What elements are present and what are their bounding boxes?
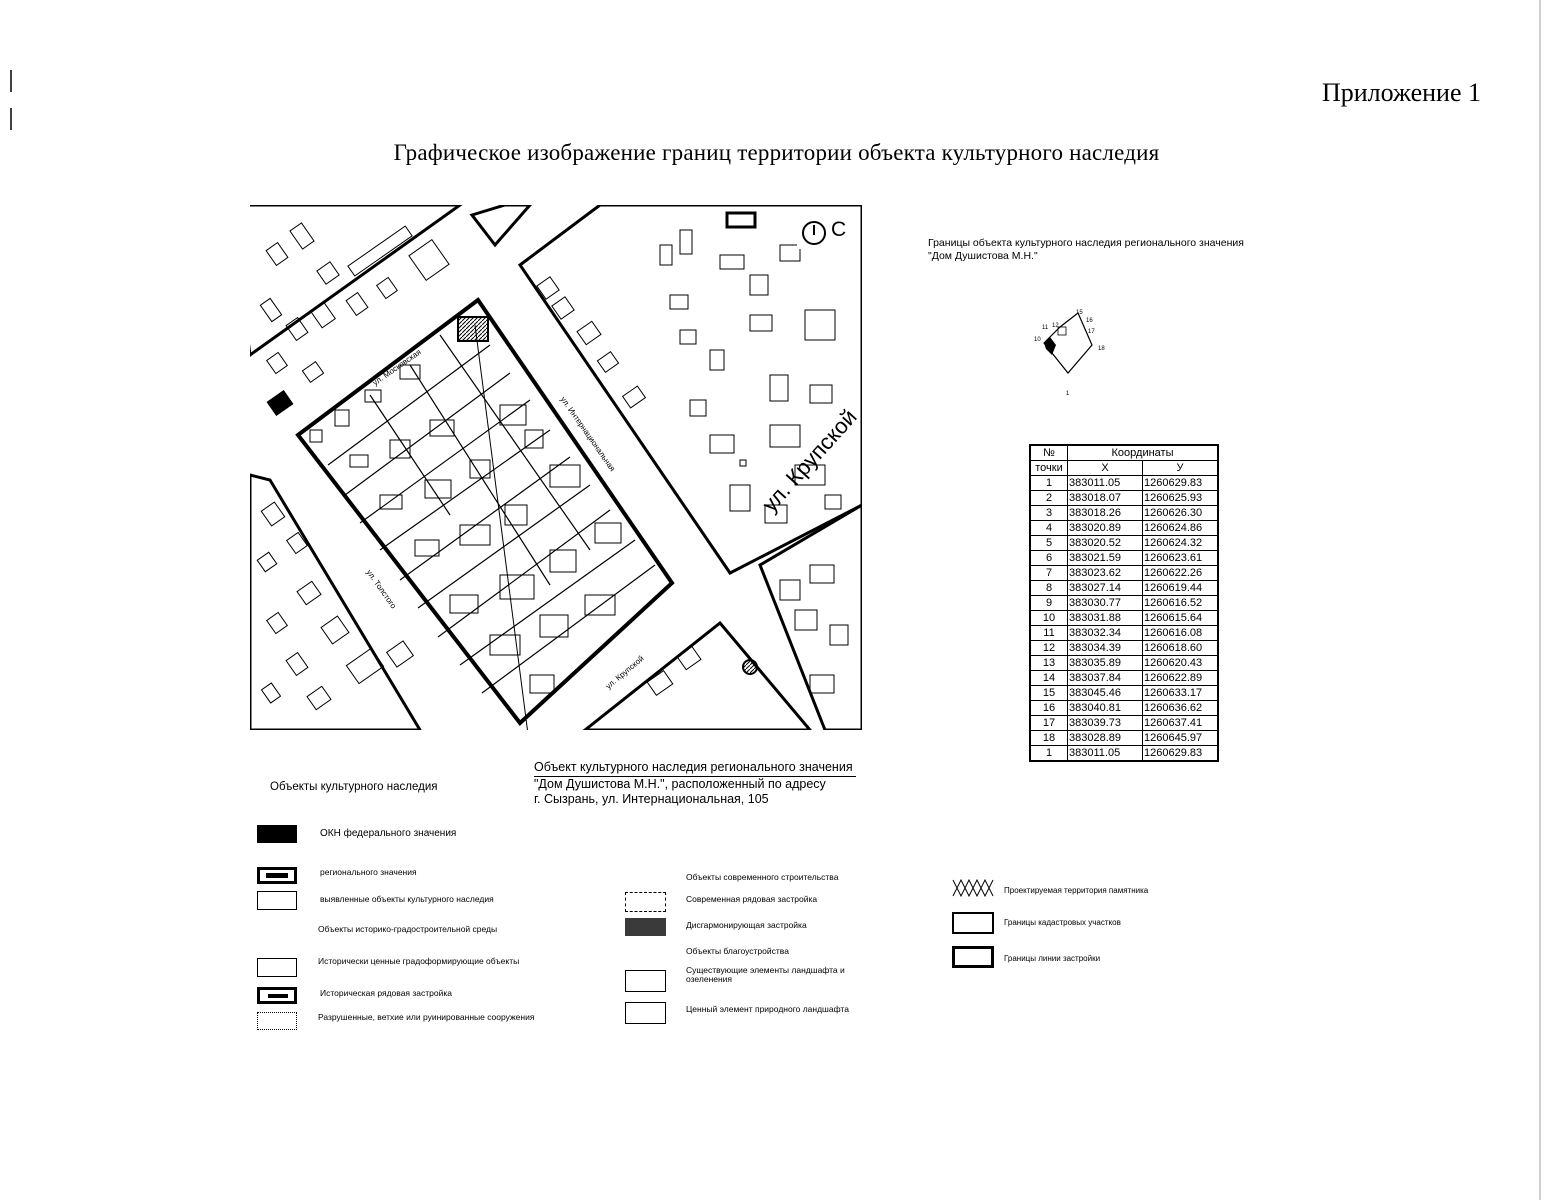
cell-y: 1260620.43 bbox=[1143, 656, 1219, 671]
cell-y: 1260636.62 bbox=[1143, 701, 1219, 716]
cell-y: 1260633.17 bbox=[1143, 686, 1219, 701]
legend-swatch-modern-row bbox=[625, 892, 666, 912]
cell-n: 6 bbox=[1030, 551, 1068, 566]
scan-right-edge bbox=[1539, 0, 1541, 1200]
table-row bbox=[1030, 716, 1218, 731]
street-label-krupskoy-small: ул. Крупской bbox=[604, 653, 646, 691]
table-row bbox=[1030, 626, 1218, 641]
cell-x: 383027.14 bbox=[1068, 581, 1143, 596]
table-row bbox=[1030, 566, 1218, 581]
cell-y: 1260623.61 bbox=[1143, 551, 1219, 566]
mini-label-18: 18 bbox=[1098, 346, 1105, 352]
scan-edge-marks bbox=[10, 70, 12, 130]
legend-existing-landscape: Существующие элементы ландшафта и озеленения bbox=[686, 965, 845, 984]
cell-y: 1260629.83 bbox=[1143, 476, 1219, 491]
legend-valuable: Исторически ценные градоформирующие объекты bbox=[318, 956, 520, 966]
heritage-object bbox=[458, 317, 488, 341]
mini-label-10: 10 bbox=[1034, 337, 1041, 343]
table-row bbox=[1030, 686, 1218, 701]
cell-n: 8 bbox=[1030, 581, 1068, 596]
cell-x: 383018.26 bbox=[1068, 506, 1143, 521]
cell-y: 1260622.26 bbox=[1143, 566, 1219, 581]
header-x: X bbox=[1068, 461, 1143, 476]
street-label-tolstogo: ул. Толстого bbox=[364, 568, 399, 611]
cell-y: 1260616.52 bbox=[1143, 596, 1219, 611]
cell-x: 383031.88 bbox=[1068, 611, 1143, 626]
table-row bbox=[1030, 491, 1218, 506]
object-note bbox=[534, 760, 864, 807]
cell-x: 383040.81 bbox=[1068, 701, 1143, 716]
legend-landscaping-heading: Объекты благоустройства bbox=[686, 946, 789, 956]
cell-n: 2 bbox=[1030, 491, 1068, 506]
cell-x: 383039.73 bbox=[1068, 716, 1143, 731]
boundary-scheme bbox=[1030, 305, 1115, 400]
cell-y: 1260619.44 bbox=[1143, 581, 1219, 596]
cell-n: 18 bbox=[1030, 731, 1068, 746]
legend-ruined: Разрушенные, ветхие или руинированные сооружения bbox=[318, 1012, 535, 1022]
table-row bbox=[1030, 611, 1218, 626]
mini-label-12: 12 bbox=[1052, 323, 1059, 329]
table-row bbox=[1030, 521, 1218, 536]
cell-n: 4 bbox=[1030, 521, 1068, 536]
cell-x: 383011.05 bbox=[1068, 746, 1143, 762]
cell-y: 1260618.60 bbox=[1143, 641, 1219, 656]
boundary-title-line1: Границы объекта культурного наследия регионального значения bbox=[928, 237, 1244, 249]
legend-valuable-natural: Ценный элемент природного ландшафта bbox=[686, 1004, 849, 1014]
cell-y: 1260625.93 bbox=[1143, 491, 1219, 506]
object-note-line3: г. Сызрань, ул. Интернациональная, 105 bbox=[534, 792, 769, 806]
legend-modern-row: Современная рядовая застройка bbox=[686, 894, 818, 904]
cell-n: 9 bbox=[1030, 596, 1068, 611]
legend-federal: ОКН федерального значения bbox=[320, 828, 457, 839]
mini-label-17: 17 bbox=[1088, 329, 1095, 335]
cell-x: 383037.84 bbox=[1068, 671, 1143, 686]
legend-swatch-projected bbox=[952, 879, 996, 897]
legend-heading: Объекты культурного наследия bbox=[270, 781, 438, 793]
cell-x: 383020.52 bbox=[1068, 536, 1143, 551]
table-row bbox=[1030, 596, 1218, 611]
legend-cadastral: Границы кадастровых участков bbox=[1004, 918, 1121, 927]
mini-label-1: 1 bbox=[1066, 391, 1070, 397]
mini-label-16: 16 bbox=[1086, 318, 1093, 324]
legend-identified: выявленные объекты культурного наследия bbox=[320, 894, 494, 904]
legend-swatch-cadastral bbox=[952, 912, 994, 934]
street-label-internatsionalnaya: ул. Интернациональная bbox=[558, 395, 617, 473]
north-compass bbox=[797, 215, 857, 249]
cell-y: 1260645.97 bbox=[1143, 731, 1219, 746]
compass-arrow-icon bbox=[802, 221, 826, 245]
table-row bbox=[1030, 641, 1218, 656]
cell-y: 1260624.86 bbox=[1143, 521, 1219, 536]
table-row bbox=[1030, 701, 1218, 716]
cell-n: 1 bbox=[1030, 746, 1068, 762]
mini-label-11: 11 bbox=[1042, 325, 1049, 331]
cell-n: 11 bbox=[1030, 626, 1068, 641]
object-note-line1: Объект культурного наследия регионального значения bbox=[534, 760, 856, 777]
legend-swatch-ruined bbox=[257, 1012, 297, 1030]
cell-n: 15 bbox=[1030, 686, 1068, 701]
cadastral-map bbox=[250, 205, 862, 730]
legend-swatch-existing-landscape bbox=[625, 970, 666, 992]
cell-x: 383034.39 bbox=[1068, 641, 1143, 656]
legend-disharmonious: Дисгармонирующая застройка bbox=[686, 920, 807, 930]
cell-x: 383023.62 bbox=[1068, 566, 1143, 581]
cell-x: 383035.89 bbox=[1068, 656, 1143, 671]
legend-modern-heading: Объекты современного строительства bbox=[686, 872, 839, 882]
cell-y: 1260624.32 bbox=[1143, 536, 1219, 551]
table-row bbox=[1030, 746, 1218, 762]
boundary-title bbox=[928, 237, 1328, 263]
cell-y: 1260615.64 bbox=[1143, 611, 1219, 626]
table-row bbox=[1030, 476, 1218, 491]
cell-y: 1260622.89 bbox=[1143, 671, 1219, 686]
appendix-label: Приложение 1 bbox=[1321, 78, 1481, 107]
legend-projected: Проектируемая территория памятника bbox=[1004, 886, 1149, 895]
cell-n: 12 bbox=[1030, 641, 1068, 656]
header-num: № bbox=[1030, 445, 1068, 461]
cell-n: 13 bbox=[1030, 656, 1068, 671]
legend-regional: регионального значения bbox=[320, 867, 417, 877]
cell-n: 10 bbox=[1030, 611, 1068, 626]
cell-n: 3 bbox=[1030, 506, 1068, 521]
legend-swatch-valuable bbox=[257, 958, 297, 977]
legend-swatch-row bbox=[257, 987, 297, 1004]
street-label-moskovskaya: ул. Московская bbox=[371, 347, 423, 388]
legend-swatch-disharmonious bbox=[625, 918, 666, 936]
compass-letter: С bbox=[831, 218, 847, 241]
table-row bbox=[1030, 506, 1218, 521]
cell-n: 14 bbox=[1030, 671, 1068, 686]
cell-x: 383018.07 bbox=[1068, 491, 1143, 506]
legend-swatch-federal bbox=[257, 825, 297, 843]
cell-x: 383045.46 bbox=[1068, 686, 1143, 701]
cell-y: 1260629.83 bbox=[1143, 746, 1219, 762]
cell-x: 383032.34 bbox=[1068, 626, 1143, 641]
page-title: Графическое изображение границ территории объекта культурного наследия bbox=[393, 140, 1160, 165]
cell-n: 17 bbox=[1030, 716, 1068, 731]
table-row bbox=[1030, 731, 1218, 746]
table-row bbox=[1030, 656, 1218, 671]
cell-y: 1260637.41 bbox=[1143, 716, 1219, 731]
legend-hist-env-heading: Объекты историко-градостроительной среды bbox=[318, 924, 498, 934]
cell-x: 383011.05 bbox=[1068, 476, 1143, 491]
cell-n: 5 bbox=[1030, 536, 1068, 551]
header-coords: Координаты bbox=[1068, 445, 1219, 461]
coordinates-body bbox=[1030, 476, 1218, 762]
cell-x: 383021.59 bbox=[1068, 551, 1143, 566]
header-y: У bbox=[1143, 461, 1219, 476]
coordinates-table bbox=[1029, 444, 1219, 762]
table-row bbox=[1030, 671, 1218, 686]
street-label-krupskoy: ул. Крупской bbox=[757, 404, 862, 517]
table-row bbox=[1030, 536, 1218, 551]
cell-n: 7 bbox=[1030, 566, 1068, 581]
central-block bbox=[298, 300, 672, 723]
cell-x: 383020.89 bbox=[1068, 521, 1143, 536]
cell-y: 1260626.30 bbox=[1143, 506, 1219, 521]
legend-swatch-regional bbox=[257, 867, 297, 884]
header-num2: точки bbox=[1030, 461, 1068, 476]
legend-building-line: Границы линии застройки bbox=[1004, 954, 1101, 963]
legend-swatch-building-line bbox=[952, 946, 994, 968]
table-row bbox=[1030, 551, 1218, 566]
cell-y: 1260616.08 bbox=[1143, 626, 1219, 641]
cell-n: 16 bbox=[1030, 701, 1068, 716]
boundary-title-line2: "Дом Душистова М.Н." bbox=[928, 250, 1038, 262]
cell-x: 383028.89 bbox=[1068, 731, 1143, 746]
legend-row: Историческая рядовая застройка bbox=[320, 988, 452, 998]
object-note-line2: "Дом Душистова М.Н.", расположенный по адресу bbox=[534, 777, 826, 791]
cell-n: 1 bbox=[1030, 476, 1068, 491]
cell-x: 383030.77 bbox=[1068, 596, 1143, 611]
legend-swatch-identified bbox=[257, 891, 297, 910]
mini-label-15: 15 bbox=[1076, 310, 1083, 316]
legend-swatch-valuable-natural bbox=[625, 1002, 666, 1024]
table-row bbox=[1030, 581, 1218, 596]
